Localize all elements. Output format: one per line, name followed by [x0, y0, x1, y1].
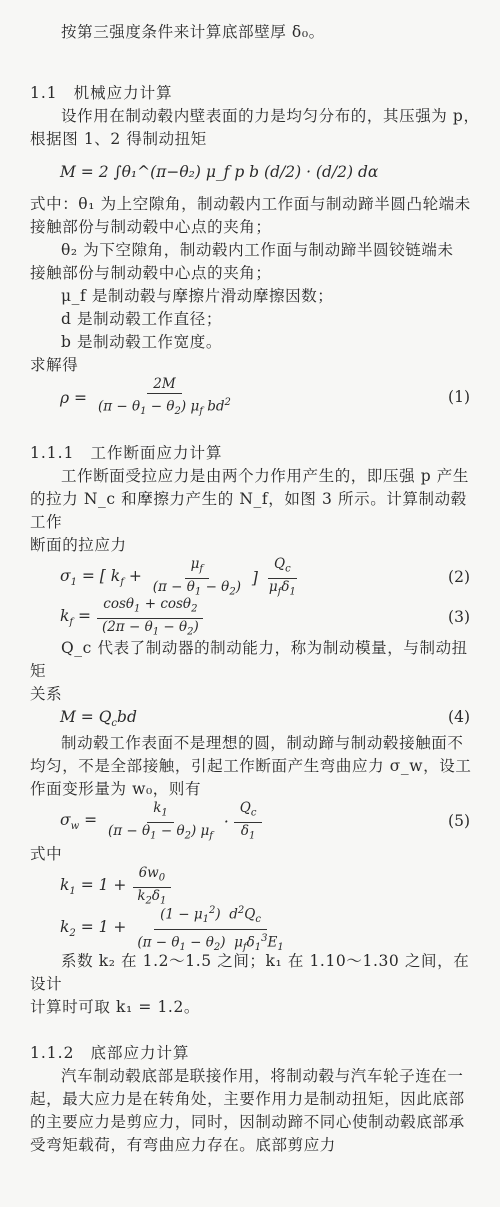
- equation-1-body: ρ = $\frac{2M}{(\pi - \theta_1 - \theta_2) \mu_f bd^2}$: [60, 375, 231, 418]
- text-line: 均匀，不是全部接触，引起工作断面产生弯曲应力 σ_w，设工: [30, 757, 472, 775]
- equation-3: [30, 595, 482, 638]
- equation-k1-body: $k_1 = 1$ + $\frac{6w_0}{k_2\delta_1}$: [60, 866, 172, 908]
- equation-2-body: $\sigma_1$ = [ $k_f$ + $\frac{\mu_f}{(\pi - \theta_1 - \theta_2)}$ ] $\frac{Q_c}{\mu_f\delta_1}$: [60, 555, 296, 598]
- text-line: b 是制动毂工作宽度。: [61, 333, 222, 351]
- equation-number: (5): [448, 812, 470, 830]
- text-line: 设作用在制动毂内壁表面的力是均匀分布的，其压强为 p，: [61, 107, 480, 125]
- equation-k2: [30, 905, 482, 953]
- text-line: μ_f 是制动毂与摩擦片滑动摩擦因数；: [61, 287, 334, 305]
- text-line: 起，最大应力是在转角处，主要作用力是制动扭矩，因此底部: [30, 1090, 465, 1108]
- text-line: 式中: [30, 845, 63, 863]
- equation-5-body: $\sigma_w$ = $\frac{k_1}{(\pi - \theta_1 - \theta_2) \mu_f}$ · $\frac{Q_c}{\delta_1}$: [60, 801, 262, 843]
- text-line: 求解得: [30, 356, 79, 374]
- section-title: 机械应力计算: [73, 84, 173, 102]
- text-line: 工作断面受拉应力是由两个力作用产生的，即压强 p 产生: [61, 467, 469, 485]
- equation-k2-body: $k_2 = 1$ + $\frac{(1 - \mu_1^2) d^2Q_c}{(\pi - \theta_1 - \theta_2) \mu_f\delta_1^3E_1}$: [60, 908, 290, 950]
- subsection-title: 工作断面应力计算: [90, 444, 223, 462]
- text-line: 受弯矩载荷，有弯曲应力存在。底部剪应力: [30, 1136, 336, 1154]
- equation-5: [30, 801, 482, 843]
- text-line: 汽车制动毂底部是联接作用，将制动毂与汽车轮子连在一: [61, 1067, 464, 1085]
- text-line: Q_c 代表了制动器的制动能力，称为制动模量，与制动扭矩: [30, 639, 468, 680]
- text-line: 按第三强度条件来计算底部壁厚 δ₀。: [61, 23, 325, 41]
- equation-1: [30, 377, 482, 419]
- subsection-title: 底部应力计算: [90, 1044, 190, 1062]
- text-line: θ₂ 为下空隙角，制动毂内工作面与制动蹄半圆铰链端未: [61, 241, 454, 259]
- section-heading: [30, 82, 482, 105]
- equation-number: (3): [448, 608, 470, 626]
- equation-torque: [30, 151, 482, 193]
- text-line: 的主要应力是剪应力，同时，因制动蹄不同心使制动毂底部承: [30, 1113, 465, 1131]
- text-line: d 是制动毂工作直径；: [61, 310, 222, 328]
- text-line: 式中：θ₁ 为上空隙角，制动毂内工作面与制动蹄半圆凸轮端未: [30, 195, 471, 213]
- text-line: 接触部份与制动毂中心点的夹角；: [30, 218, 272, 236]
- text-line: 系数 k₂ 在 1.2～1.5 之间；k₁ 在 1.10～1.30 之间，在设计: [30, 952, 470, 993]
- equation-torque-text: M = 2 ∫θ₁^(π−θ₂) μ_f p b (d/2) · (d/2) dα: [60, 163, 379, 181]
- equation-3-body: $k_f$ = $\frac{\cos\theta_1 + \cos\theta_2}{(2\pi - \theta_1 - \theta_2)}$: [60, 599, 205, 637]
- text-line: 接触部份与制动毂中心点的夹角；: [30, 264, 272, 282]
- text-line: 制动毂工作表面不是理想的圆，制动蹄与制动毂接触面不: [61, 734, 464, 752]
- equation-4: [30, 706, 482, 732]
- text-line: 根据图 1、2 得制动扭矩: [30, 130, 207, 148]
- text-line: 关系: [30, 685, 63, 703]
- text-line: 的拉力 N_c 和摩擦力产生的 N_f，如图 3 所示。计算制动毂工作: [30, 490, 467, 531]
- subsection-number: 1.1.1: [30, 444, 75, 462]
- text-line: 断面的拉应力: [30, 536, 127, 554]
- equation-number: (4): [448, 708, 470, 726]
- subsection-number: 1.1.2: [30, 1044, 75, 1062]
- text-line: 计算时可取 k₁ = 1.2。: [30, 998, 201, 1016]
- subsection-heading: [30, 1042, 482, 1065]
- text-line: 作面变形量为 w₀，则有: [30, 780, 202, 798]
- equation-number: (2): [448, 568, 470, 586]
- equation-2: [30, 557, 482, 599]
- equation-number: (1): [448, 388, 470, 406]
- subsection-heading: [30, 442, 482, 465]
- equation-4-body: $M = Q_cbd$: [60, 708, 137, 730]
- section-number: 1.1: [30, 84, 58, 102]
